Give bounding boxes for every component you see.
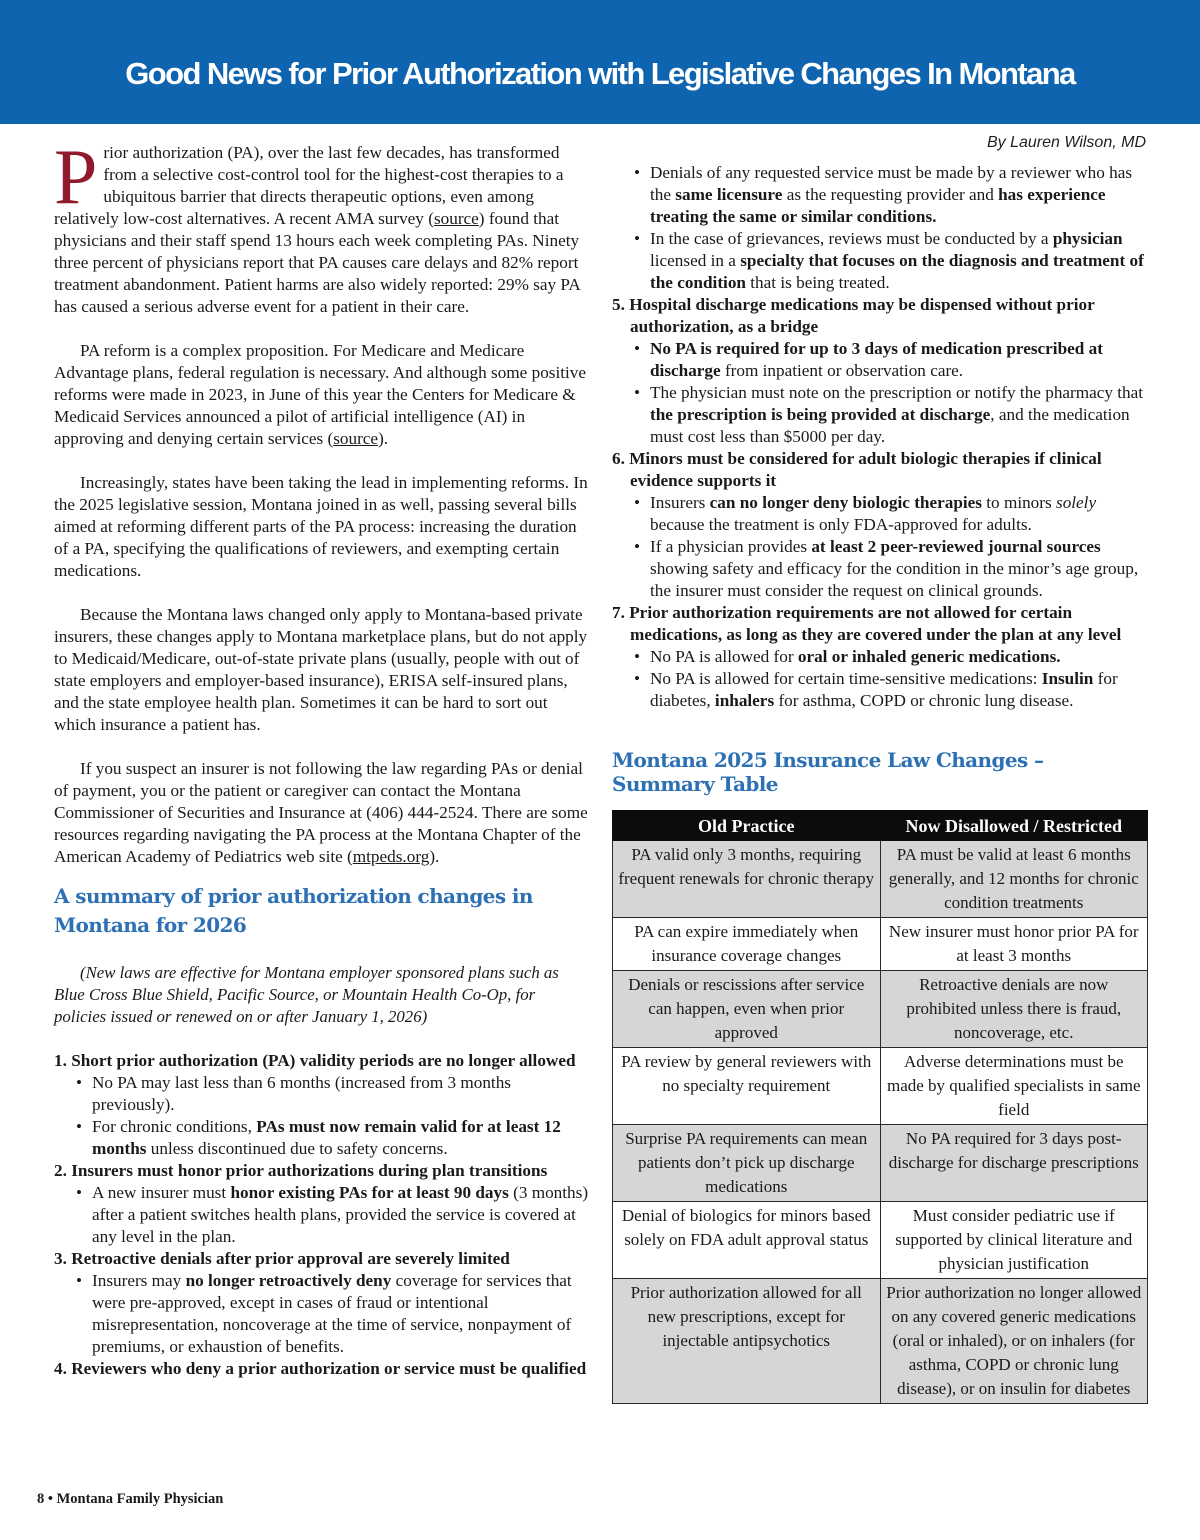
bullet-text: Denials of any requested service must be made by a reviewer who has the [650,163,1133,204]
intro-paragraph-2 [54,340,590,450]
bullet [650,492,1148,536]
bullet [650,162,1148,228]
item-heading: 6. Minors must be considered for adult biologic therapies if clinical evidence supports it [612,449,1102,490]
bullet-bold: no longer retroactively deny [185,1271,392,1290]
cms-pilot-source-link[interactable]: source [333,429,379,448]
table-cell: Must consider pediatric use if supported by clinical literature and physician justification [880,1202,1148,1279]
right-column [612,162,1148,712]
bullet [650,646,1148,668]
bullet-bold: inhalers [714,691,775,710]
bullet [650,536,1148,602]
bullet-text: In the case of grievances, reviews must be conducted by a [650,229,1053,248]
intro-paragraph-4: Because the Montana laws changed only apply to Montana-based private insurers, these changes apply to Montana marketplace plans, but do not apply to Medicaid/Medicare, out-of-state private plans (usually, people with out of state employers and employer-based insurance), ERISA self-insured plans, and the state employee health plan. Sometimes it can be hard to sort out which insurance a patient has. [54,605,588,734]
bullet-text: The physician must note on the prescription or notify the pharmacy that [650,383,1144,402]
bullet-italic: solely [1056,493,1097,512]
table-cell: Denials or rescissions after service can happen, even when prior approved [613,971,881,1048]
bullet [92,1270,590,1358]
bullet-bold: specialty that focuses on the diagnosis and treatment of the condition [650,251,1144,292]
list-item [612,294,1148,448]
bullet-bold: PAs must now remain valid for at least 12 months [92,1117,561,1158]
intro-text: PA reform is a complex proposition. For Medicare and Medicare Advantage plans, federal regulation is necessary. And although some positive reforms were made in 2023, in June of this year the Centers for Medicare & Medicaid Services announced a pilot of artificial intelligence (AI) in approving and denying certain services ( [54,341,587,448]
table-row [613,841,1148,918]
bullet-text: as the requesting provider and [782,185,999,204]
list-item [54,1358,590,1380]
item-heading: 1. Short prior authorization (PA) validity periods are no longer allowed [54,1051,576,1070]
bullet-text: showing safety and efficacy for the condition in the minor’s age group, the insurer must consider the request on clinical grounds. [650,559,1139,600]
bullet: • No PA may last less than 6 months (increased from 3 months previously). [92,1072,590,1116]
bullet-text: , and the medication must cost less than $5000 per day. [650,405,1130,446]
intro-paragraph-3: Increasingly, states have been taking the lead in implementing reforms. In the 2025 legislative session, Montana joined in as well, passing several bills aimed at reforming different parts of the PA process: increasing the duration of a PA, specifying the qualifications of reviewers, and exempting certain medications. [54,473,588,580]
list-item [54,1248,590,1358]
bullet-bold: has experience treating the same or similar conditions. [650,185,1106,226]
intro-paragraph-1 [54,133,590,318]
table-cell: PA must be valid at least 6 months generally, and 12 months for chronic condition treatments [880,841,1148,918]
bullet-text: Insurers [650,493,710,512]
table-cell: Retroactive denials are now prohibited unless there is fraud, noncoverage, etc. [880,971,1148,1048]
bullet-bold: the prescription is being provided at discharge [650,405,991,424]
table-cell: Prior authorization no longer allowed on any covered generic medications (oral or inhaled), or on inhalers (for asthma, COPD or chronic lung disease), or on insulin for diabetes [880,1279,1148,1404]
table-row [613,971,1148,1048]
drop-cap: P [54,133,98,220]
item-heading: 2. Insurers must honor prior authorizations during plan transitions [54,1161,548,1180]
table-row [613,1125,1148,1202]
page-title: Good News for Prior Authorization with Legislative Changes In Montana [125,56,1075,91]
bullet-text: to minors [981,493,1056,512]
table-row [613,1279,1148,1404]
bullet-text: coverage for services that were pre-approved, except in cases of fraud or intentional misrepresentation, noncoverage at the time of service, nonpayment of premiums, or exhaustion of benefits. [92,1271,572,1356]
bullet-bold: Insulin [1041,669,1094,688]
summary-table [612,810,1148,1404]
intro-text: If you suspect an insurer is not following the law regarding PAs or denial of payment, you or the patient or caregiver can contact the Montana Commissioner of Securities and Insurance at (406) 444-2524. There are some resources regarding navigating the PA process at the Montana Chapter of the American Academy of Pediatrics web site ( [54,759,588,866]
bullet [650,338,1148,382]
table-cell: Surprise PA requirements can mean patients don’t pick up discharge medications [613,1125,881,1202]
bullet-text: (3 months) after a patient switches health plans, provided the service is covered at any level in the plan. [92,1183,589,1246]
bullet-bold: physician [1052,229,1123,248]
bullet-text: for asthma, COPD or chronic lung disease. [774,691,1074,710]
bullet-text: unless discontinued due to safety concerns. [146,1139,448,1158]
table-header-row [613,811,1148,841]
table-row [613,1048,1148,1125]
bullet-text: Insurers may [92,1271,186,1290]
bullet-text: A new insurer must [92,1183,231,1202]
table-cell: Adverse determinations must be made by qualified specialists in same field [880,1048,1148,1125]
table-cell: Denial of biologics for minors based solely on FDA adult approval status [613,1202,881,1279]
list-item [54,1050,590,1160]
bullet-text: No PA is allowed for certain time-sensitive medications: [650,669,1042,688]
intro-text: ). [378,429,389,448]
intro-paragraph-5 [54,758,590,868]
mtpeds-link[interactable]: mtpeds.org [352,847,430,866]
table-row [613,918,1148,971]
column-header: Now Disallowed / Restricted [880,811,1148,841]
table-cell: Prior authorization allowed for all new prescriptions, except for injectable antipsychotics [613,1279,881,1404]
bullet-bold: can no longer deny biologic therapies [709,493,982,512]
bullet-text: No PA is allowed for [650,647,798,666]
table-row [613,1202,1148,1279]
bullet-text: because the treatment is only FDA-approved for adults. [650,515,1032,534]
bullet-bold: oral or inhaled generic medications. [797,647,1061,666]
bullet [650,228,1148,294]
summary-heading: A summary of prior authorization changes in Montana for 2026 [54,884,533,937]
bullet [650,668,1148,712]
bullet-text: for diabetes, [650,669,1118,710]
item-heading: 3. Retroactive denials after prior approval are severely limited [54,1249,510,1268]
list-item [612,448,1148,602]
table-cell: PA valid only 3 months, requiring frequent renewals for chronic therapy [613,841,881,918]
bullet [650,382,1148,448]
author-byline: By Lauren Wilson, MD [986,134,1146,151]
intro-text: rior authorization (PA), over the last few decades, has transformed from a selective cost-control tool for the highest-cost therapies to a ubiquitous barrier that directs therapeutic options, even among relatively low-cost alternatives. A recent AMA survey ( [54,143,564,228]
bullet-bold: same licensure [675,185,783,204]
bullet [92,1182,590,1248]
bullet [92,1116,590,1160]
column-header: Old Practice [613,811,881,841]
list-item [612,602,1148,712]
bullet-text: If a physician provides [650,537,812,556]
summary-table-heading: Montana 2025 Insurance Law Changes – Summary Table [612,748,1044,796]
title-banner [0,0,1200,124]
bullet-text: that is being treated. [745,273,890,292]
item-heading: 4. Reviewers who deny a prior authorization or service must be qualified [54,1359,587,1378]
bullet-bold: No PA is required for up to 3 days of medication prescribed at discharge [650,339,1103,380]
bullet-bold: at least 2 peer-reviewed journal sources [811,537,1101,556]
bullet-text: from inpatient or observation care. [720,361,964,380]
table-cell: PA can expire immediately when insurance coverage changes [613,918,881,971]
bullet-text: licensed in a [650,251,741,270]
effective-date-note: (New laws are effective for Montana employer sponsored plans such as Blue Cross Blue Shield, Pacific Source, or Mountain Health Co-Op, for policies issued or renewed on or after January 1, 2026) [54,963,559,1026]
page-footer: 8 • Montana Family Physician [37,1491,224,1507]
bullet-text: For chronic conditions, [92,1117,257,1136]
table-cell: PA review by general reviewers with no specialty requirement [613,1048,881,1125]
item-heading: 7. Prior authorization requirements are not allowed for certain medications, as long as they are covered under the plan at any level [612,603,1122,644]
bullet-bold: honor existing PAs for at least 90 days [230,1183,509,1202]
intro-text: ). [429,847,440,866]
left-column [54,133,590,1380]
table-cell: New insurer must honor prior PA for at least 3 months [880,918,1148,971]
intro-text: ) found that physicians and their staff spend 13 hours each week completing PAs. Ninety three percent of physicians report that PA causes care delays and 82% report treatment abandonment. Patient harms are also widely reported: 29% say PA has caused a serious adverse event for a patient in their care. [54,209,580,316]
list-item [54,1160,590,1248]
table-cell: No PA required for 3 days post-discharge for discharge prescriptions [880,1125,1148,1202]
ama-survey-source-link[interactable]: source [433,209,479,228]
item-heading: 5. Hospital discharge medications may be dispensed without prior authorization, as a bridge [612,295,1095,336]
